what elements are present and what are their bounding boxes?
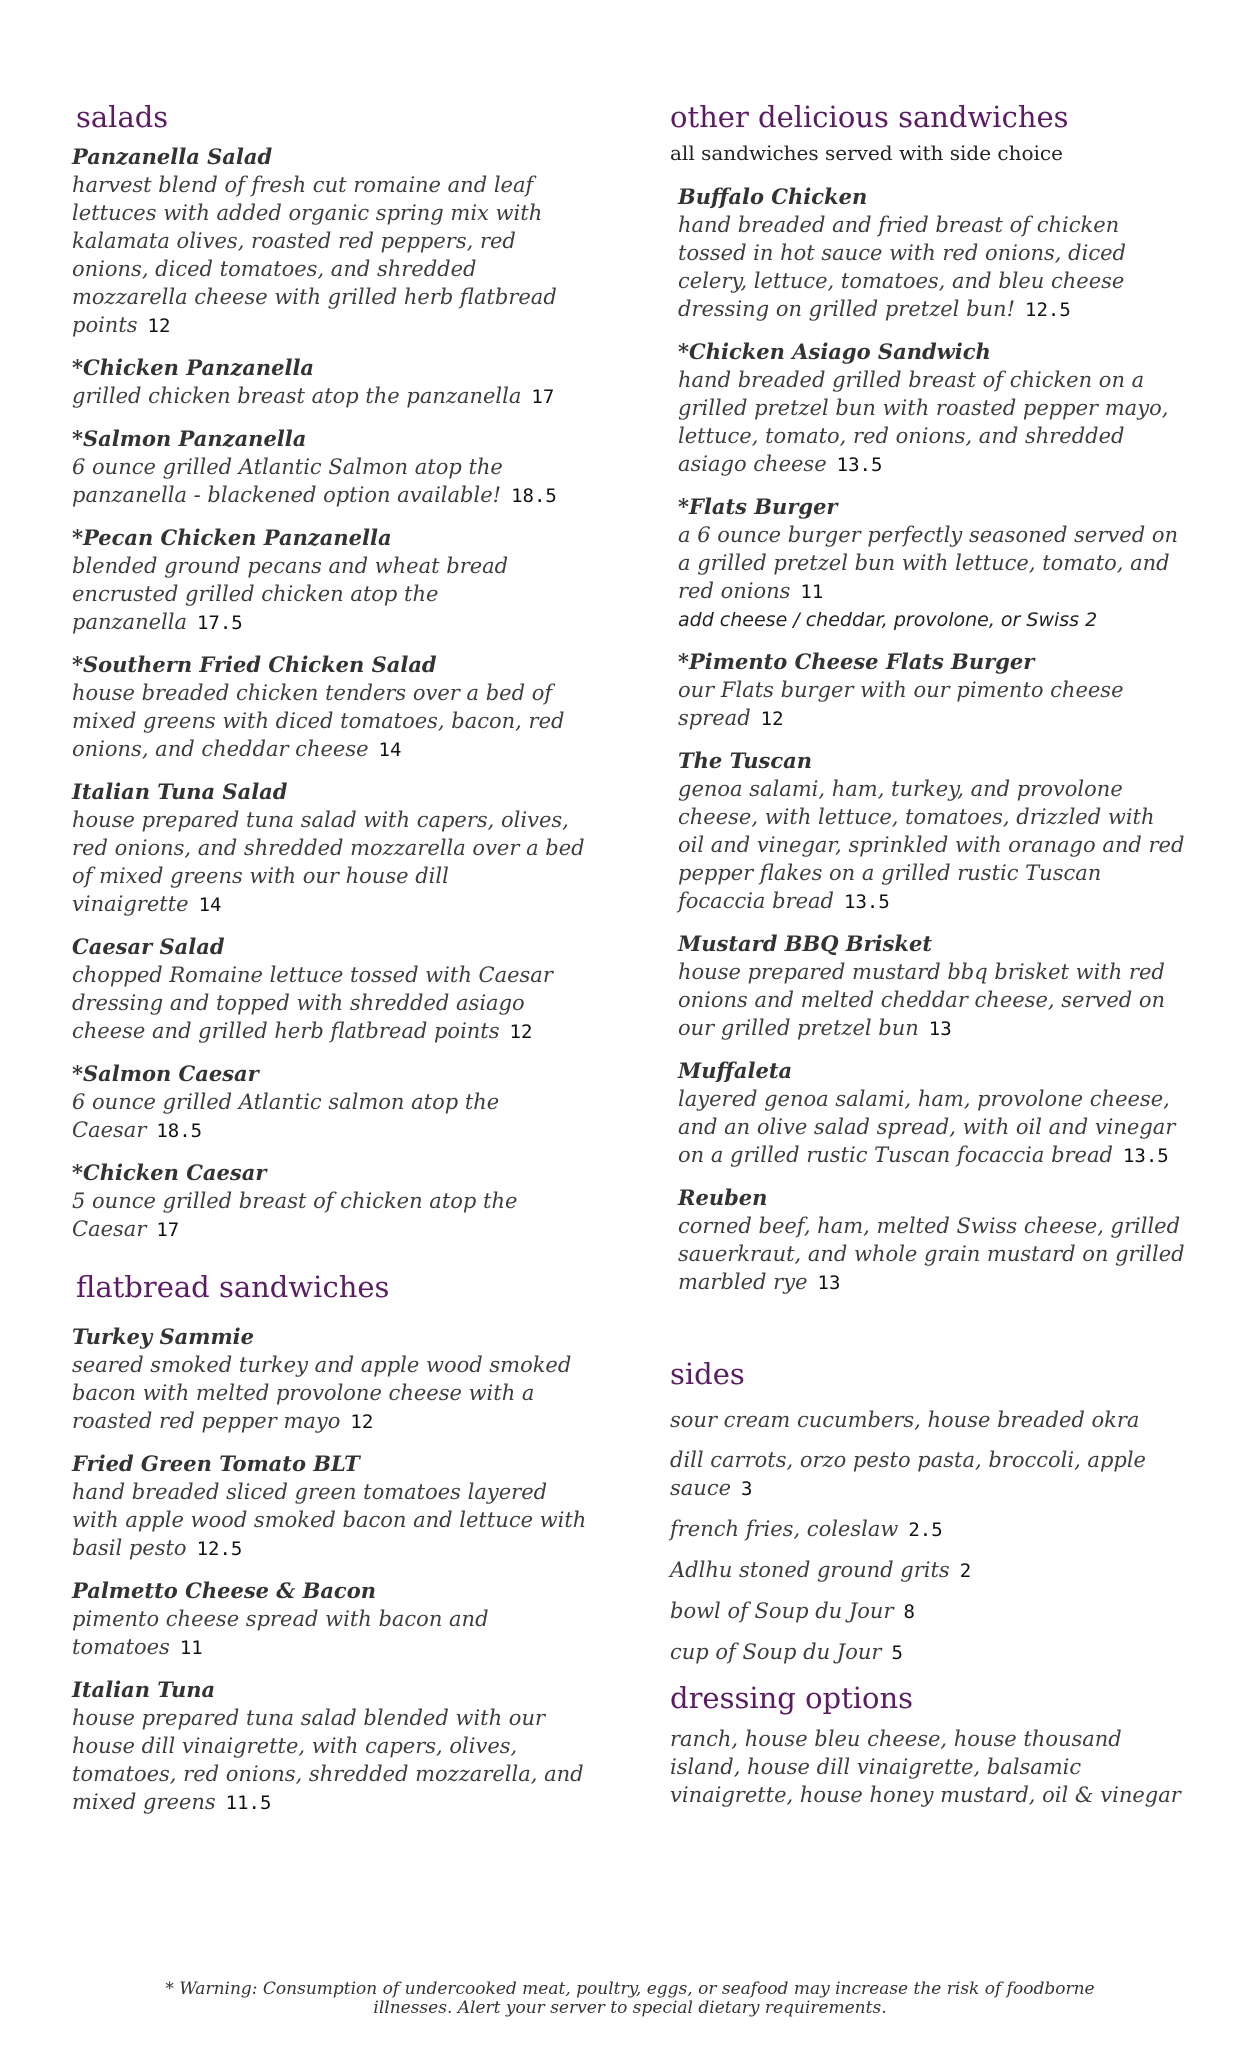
menu-item-description — [72, 961, 592, 1046]
menu-item-name: Palmetto Cheese & Bacon — [72, 1577, 376, 1603]
menu-item-name: Turkey Sammie — [72, 1323, 255, 1349]
menu-item — [678, 1057, 1185, 1170]
menu-item-description — [72, 679, 592, 764]
menu-item-name: Muffaleta — [678, 1057, 793, 1083]
side-item-text: dill carrots, orzo pesto pasta, broccoli, apple sauce — [670, 1447, 1146, 1500]
flatbread-section — [72, 1270, 592, 1817]
menu-item — [678, 1184, 1185, 1297]
section-subtitle-sandwiches: all sandwiches served with side choice — [670, 140, 1063, 165]
menu-item-description-text: grilled chicken breast atop the panzanella — [72, 383, 522, 408]
menu-item-price: 13 — [817, 1271, 841, 1294]
menu-item — [678, 183, 1185, 324]
menu-item-description-text: corned beef, ham, melted Swiss cheese, grilled sauerkraut, and whole grain mustard on grilled marbled rye — [678, 1213, 1185, 1294]
menu-item-price: 14 — [198, 893, 222, 916]
side-item-price: 8 — [903, 1600, 915, 1623]
menu-item-price: 18.5 — [156, 1119, 203, 1142]
menu-item — [72, 933, 592, 1046]
menu-item — [72, 143, 592, 340]
menu-item-price: 17.5 — [196, 611, 243, 634]
left-column — [72, 100, 592, 1831]
section-title-salads: salads — [76, 100, 169, 134]
menu-item-description — [678, 211, 1185, 324]
side-item-text: cup of Soup du Jour — [670, 1639, 882, 1664]
salads-list — [72, 143, 592, 1244]
menu-item-price: 13.5 — [844, 890, 890, 913]
menu-item-description — [678, 1212, 1185, 1297]
menu-item-name: Reuben — [678, 1184, 768, 1210]
menu-item-description-text: seared smoked turkey and apple wood smoked bacon with melted provolone cheese with a roasted red pepper mayo — [72, 1352, 572, 1433]
menu-item-description-text: house breaded chicken tenders over a bed of mixed greens with diced tomatoes, bacon, red onions, and cheddar cheese — [72, 680, 565, 761]
menu-item-name: Buffalo Chicken — [678, 183, 868, 209]
side-item-price: 3 — [741, 1477, 753, 1500]
menu-item-description — [678, 366, 1185, 479]
footer-line-1: * Warning: Consumption of undercooked meat, poultry, eggs, or seafood may increase the risk of foodborne — [165, 1979, 1095, 1999]
sides-section — [670, 1357, 1185, 1667]
menu-item — [72, 1060, 592, 1145]
menu-item-price: 12 — [509, 1020, 533, 1043]
menu-item — [678, 747, 1185, 916]
side-item — [670, 1515, 1185, 1544]
menu-item-name: *Chicken Asiago Sandwich — [678, 338, 991, 364]
section-title-sandwiches: other delicious sandwiches — [670, 100, 1069, 134]
menu-item — [72, 1159, 592, 1244]
menu-item — [72, 354, 592, 411]
menu-item-name: Caesar Salad — [72, 933, 225, 959]
side-item — [670, 1638, 1185, 1667]
menu-item-price: 12 — [147, 314, 171, 337]
menu-item — [72, 778, 592, 919]
menu-item-name: *Pecan Chicken Panzanella — [72, 524, 392, 550]
menu-item-description — [72, 552, 592, 637]
menu-item-price: 14 — [378, 738, 402, 761]
menu-item-description-text: 5 ounce grilled breast of chicken atop the Caesar — [72, 1188, 518, 1241]
footer-line-2: illnesses. Alert your server to special dietary requirements. — [373, 1998, 887, 2018]
menu-item-description-text: pimento cheese spread with bacon and tomatoes — [72, 1606, 489, 1659]
side-item-price: 2 — [959, 1559, 972, 1582]
menu-item-description-text: blended ground pecans and wheat bread encrusted grilled chicken atop the panzanella — [72, 553, 509, 634]
menu-item-name: Italian Tuna — [72, 1676, 216, 1702]
menu-item-description-text: 6 ounce grilled Atlantic salmon atop the Caesar — [72, 1089, 500, 1142]
side-item — [670, 1597, 1185, 1626]
menu-item-price: 12 — [350, 1410, 374, 1433]
side-item-text: french fries, coleslaw — [670, 1516, 899, 1541]
menu-item-description — [72, 171, 592, 340]
menu-item-description-text: genoa salami, ham, turkey, and provolone cheese, with lettuce, tomatoes, drizzled with oil and vinegar, sprinkled with oranago and red pepper flakes on a grilled rustic Tuscan focaccia bread — [678, 776, 1185, 913]
section-title-flatbread: flatbread sandwiches — [76, 1269, 390, 1304]
menu-item-description-text: hand breaded sliced green tomatoes layered with apple wood smoked bacon and lettuce with basil pesto — [72, 1479, 587, 1560]
menu-item — [72, 1323, 592, 1436]
menu-item-price: 17 — [156, 1218, 180, 1241]
menu-item-description — [72, 1478, 592, 1563]
menu-item-description-text: our Flats burger with our pimento cheese spread — [678, 677, 1124, 730]
menu-item — [72, 1676, 592, 1817]
side-item-text: bowl of Soup du Jour — [670, 1598, 894, 1623]
salads-section — [72, 100, 592, 1244]
sandwiches-section — [670, 100, 1185, 1297]
menu-item-description-text: a 6 ounce burger perfectly seasoned served on a grilled pretzel bun with lettuce, tomato, and red onions — [678, 522, 1178, 603]
side-item-price: 5 — [891, 1641, 903, 1664]
side-item — [670, 1406, 1185, 1434]
menu-item — [678, 648, 1185, 733]
menu-item-description — [72, 1088, 592, 1145]
menu-item-description-text: harvest blend of fresh cut romaine and leaf lettuces with added organic spring mix with kalamata olives, roasted red peppers, red onions, diced tomatoes, and shredded mozzarella cheese with grilled herb flatbread points — [72, 172, 557, 337]
sandwiches-list — [678, 183, 1185, 1297]
menu-item-name: *Flats Burger — [678, 493, 838, 519]
menu-item-description — [72, 806, 592, 919]
menu-item — [72, 1450, 592, 1563]
menu-item-name: The Tuscan — [678, 747, 813, 773]
menu-item-description — [678, 676, 1185, 733]
menu-item-description — [72, 382, 592, 411]
menu-item-name: *Salmon Caesar — [72, 1060, 259, 1086]
menu-item-price: 12.5 — [196, 1537, 243, 1560]
menu-item-description-text: 6 ounce grilled Atlantic Salmon atop the panzanella - blackened option available! — [72, 454, 503, 507]
menu-item-description — [678, 958, 1185, 1043]
side-item — [670, 1556, 1185, 1585]
menu-item-description-text: layered genoa salami, ham, provolone cheese, and an olive salad spread, with oil and vinegar on a grilled rustic Tuscan focaccia bread — [678, 1086, 1176, 1167]
menu-item — [678, 493, 1185, 634]
menu-item-description-text: hand breaded and fried breast of chicken tossed in hot sauce with red onions, diced celery, lettuce, tomatoes, and bleu cheese dressing on grilled pretzel bun! — [678, 212, 1126, 321]
menu-item-description — [678, 521, 1185, 606]
menu-item-description-text: house prepared tuna salad blended with our house dill vinaigrette, with capers, olives, tomatoes, red onions, shredded mozzarella, and mixed greens — [72, 1705, 584, 1814]
side-item-text: sour cream cucumbers, house breaded okra — [670, 1407, 1140, 1432]
menu-item-description — [72, 1351, 592, 1436]
right-column — [670, 100, 1185, 1809]
menu-item-name: *Salmon Panzanella — [72, 425, 307, 451]
menu-item-price: 11.5 — [225, 1791, 272, 1814]
menu-item-description — [72, 1704, 592, 1817]
menu-item — [72, 524, 592, 637]
menu-item-name: *Chicken Panzanella — [72, 354, 315, 380]
menu-item-description-text: house prepared tuna salad with capers, olives, red onions, and shredded mozzarella over a bed of mixed greens with our house dill vinaigrette — [72, 807, 585, 916]
menu-item-price: 13.5 — [1122, 1144, 1169, 1167]
sides-list — [670, 1406, 1185, 1667]
side-item — [670, 1446, 1185, 1503]
menu-item-price: 17 — [531, 385, 555, 408]
menu-item-description-text: hand breaded grilled breast of chicken on a grilled pretzel bun with roasted pepper mayo, lettuce, tomato, red onions, and shredded asiago cheese — [678, 367, 1169, 476]
menu-item — [72, 1577, 592, 1662]
menu-item-description — [72, 1187, 592, 1244]
menu-item-name: *Pimento Cheese Flats Burger — [678, 648, 1035, 674]
menu-item-price: 11 — [179, 1636, 203, 1659]
menu-item-description — [72, 453, 592, 510]
menu-item — [72, 651, 592, 764]
menu-item-name: Mustard BBQ Brisket — [678, 930, 933, 956]
menu-item-name: Fried Green Tomato BLT — [72, 1450, 360, 1476]
flatbread-list — [72, 1323, 592, 1817]
menu-item-description — [72, 1605, 592, 1662]
menu-item-name: Panzanella Salad — [72, 143, 273, 169]
menu-item-description-text: chopped Romaine lettuce tossed with Caesar dressing and topped with shredded asiago cheese and grilled herb flatbread points — [72, 962, 553, 1043]
menu-item-name: Italian Tuna Salad — [72, 778, 288, 804]
menu-item-price: 11 — [800, 580, 824, 603]
side-item-text: Adlhu stoned ground grits — [670, 1557, 950, 1582]
menu-item-price: 13.5 — [836, 453, 883, 476]
menu-item-price: 12 — [760, 707, 784, 730]
section-title-sides: sides — [670, 1356, 745, 1391]
menu-item-price: 18.5 — [511, 484, 557, 507]
menu-item-price: 12.5 — [1025, 298, 1071, 321]
menu-item-name: *Southern Fried Chicken Salad — [72, 651, 437, 677]
footer-warning — [140, 1980, 1120, 2018]
dressing-text: ranch, house bleu cheese, house thousand island, house dill vinaigrette, balsamic vinaigrette, house honey mustard, oil & vinegar — [670, 1727, 1181, 1808]
section-title-dressing: dressing options — [670, 1680, 914, 1715]
menu-item — [72, 425, 592, 510]
menu-item-addon: add cheese / cheddar, provolone, or Swiss 2 — [678, 608, 1098, 631]
menu-item — [678, 338, 1185, 479]
menu-item-name: *Chicken Caesar — [72, 1159, 267, 1185]
menu-item-description-text: house prepared mustard bbq brisket with red onions and melted cheddar cheese, served on our grilled pretzel bun — [678, 959, 1166, 1040]
menu-item — [678, 930, 1185, 1043]
menu-item-description — [678, 775, 1185, 916]
side-item-price: 2.5 — [908, 1518, 943, 1541]
menu-item-price: 13 — [928, 1017, 952, 1040]
menu-item-description — [678, 1085, 1185, 1170]
dressing-section — [670, 1681, 1185, 1810]
